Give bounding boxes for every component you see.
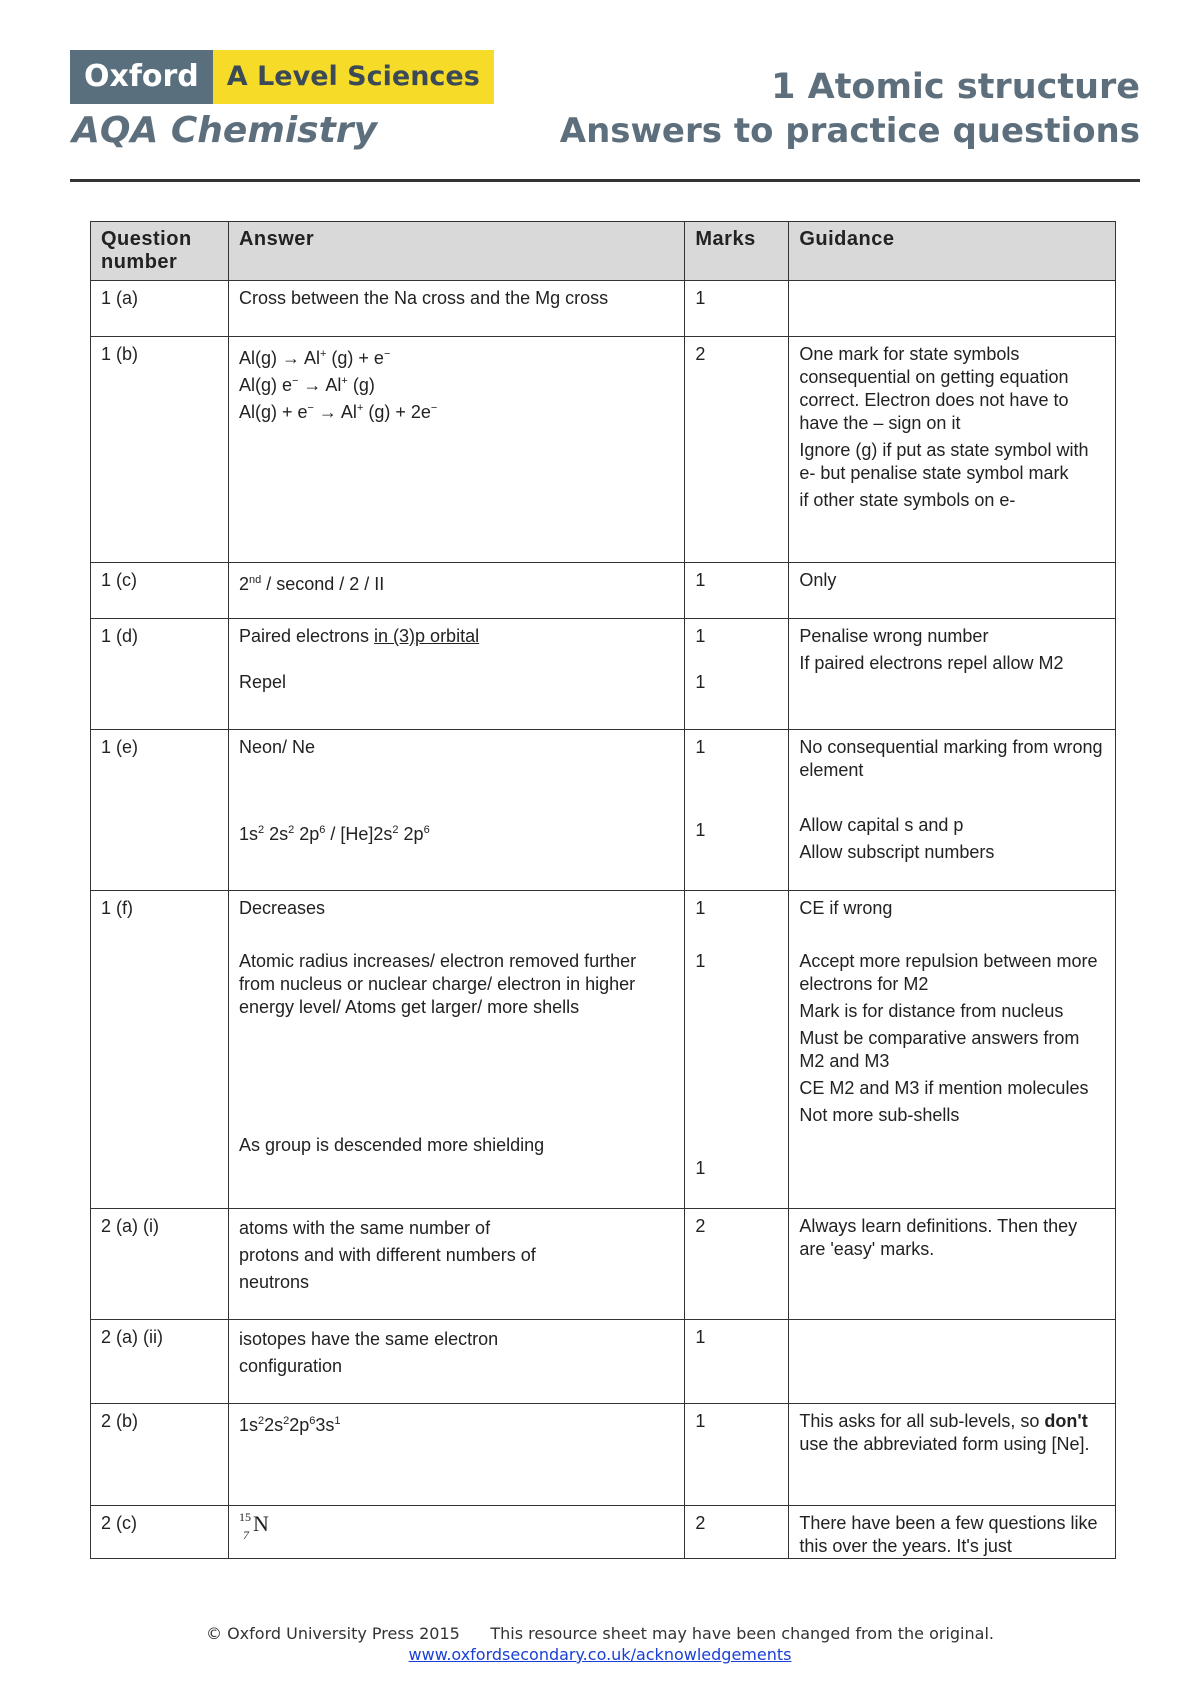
marks-cell: 1 <box>685 1320 789 1404</box>
guidance-line: If paired electrons repel allow M2 <box>799 653 1064 673</box>
question-number: 1 (a) <box>91 281 229 337</box>
guidance-text: This asks for all sub-levels, so <box>799 1411 1045 1431</box>
guidance-cell <box>789 281 1116 337</box>
mass-number: 15 <box>238 1510 251 1524</box>
answer-line: isotopes have the same electron <box>238 1329 499 1349</box>
answer-line: Repel <box>238 672 286 692</box>
logo-oxford: Oxford <box>70 50 213 104</box>
acknowledgements-link[interactable]: www.oxfordsecondary.co.uk/acknowledgements <box>408 1645 792 1664</box>
answer-line: atoms with the same number of <box>238 1218 491 1238</box>
guidance-cell <box>789 1404 1116 1506</box>
guidance-line: Must be comparative answers from M2 and M3 <box>799 1028 1080 1071</box>
marks-cell: 2 <box>685 1506 789 1559</box>
mark-value: 1 <box>695 737 706 757</box>
answer-cell <box>228 337 684 563</box>
question-number: 1 (c) <box>91 563 229 619</box>
guidance-cell: Always learn definitions. Then they are 'easy' marks. <box>789 1209 1116 1320</box>
guidance-cell <box>789 1320 1116 1404</box>
document-title: Answers to practice questions <box>559 111 1140 151</box>
question-number: 2 (a) (ii) <box>91 1320 229 1404</box>
guidance-line: No consequential marking from wrong element <box>799 737 1103 780</box>
guidance-line: Allow subscript numbers <box>799 842 995 862</box>
atomic-number: 7 <box>242 1528 249 1542</box>
mark-value: 1 <box>695 672 706 692</box>
answer-line: neutrons <box>238 1272 310 1292</box>
mark-value: 1 <box>695 626 706 646</box>
page-footer <box>0 1624 1200 1664</box>
question-number: 2 (a) (i) <box>91 1209 229 1320</box>
table-row <box>91 891 1116 1209</box>
answer-cell: 2nd / second / 2 / II <box>228 563 684 619</box>
header-marks: Marks <box>685 222 789 281</box>
nuclide-symbol <box>238 1510 269 1542</box>
guidance-line: Allow capital s and p <box>799 815 964 835</box>
answer-line: Al(g) + e− → Al+ (g) + 2e− <box>238 402 438 422</box>
guidance-line: Mark is for distance from nucleus <box>799 1001 1064 1021</box>
question-number: 1 (b) <box>91 337 229 563</box>
answer-cell <box>228 1209 684 1320</box>
guidance-line: Penalise wrong number <box>799 626 989 646</box>
table-row <box>91 563 1116 619</box>
header-answer: Answer <box>228 222 684 281</box>
answer-line: Paired electrons in (3)p orbital <box>238 626 480 646</box>
guidance-line: Ignore (g) if put as state symbol with e- but penalise state symbol mark <box>799 440 1089 483</box>
table-row <box>91 1404 1116 1506</box>
chapter-title: 1 Atomic structure <box>771 67 1140 107</box>
question-number: 1 (f) <box>91 891 229 1209</box>
mark-value: 1 <box>695 820 706 840</box>
answer-line: configuration <box>238 1356 343 1376</box>
answer-cell: $1s^22s^22p^63s^1$ <box>228 1404 684 1506</box>
guidance-line: CE if wrong <box>799 898 893 918</box>
table-row <box>91 1506 1116 1559</box>
guidance-line: One mark for state symbols consequential on getting equation correct. Electron does not have to have the – sign on it <box>799 344 1069 433</box>
guidance-cell: There have been a few questions like this over the years. It's just <box>789 1506 1116 1559</box>
table-row <box>91 619 1116 730</box>
question-number: 2 (c) <box>91 1506 229 1559</box>
marks-cell: 1 <box>685 1404 789 1506</box>
guidance-line: Accept more repulsion between more electrons for M2 <box>799 951 1098 994</box>
answer-line: Atomic radius increases/ electron removed further from nucleus or nuclear charge/ electron in higher energy level/ Atoms get larger/ more shells <box>238 951 637 1017</box>
notice-text: This resource sheet may have been changed from the original. <box>490 1624 994 1643</box>
table-header-row <box>91 222 1116 281</box>
question-number: 1 (d) <box>91 619 229 730</box>
guidance-line: if other state symbols on e- <box>799 490 1016 510</box>
marks-cell: 1 <box>685 281 789 337</box>
answer-line: Decreases <box>238 898 325 918</box>
table-row <box>91 337 1116 563</box>
marks-cell <box>685 619 789 730</box>
answer-line: protons and with different numbers of <box>238 1245 536 1265</box>
answer-line: As group is descended more shielding <box>238 1135 545 1155</box>
answer-cell <box>228 1506 684 1559</box>
table-row <box>91 1320 1116 1404</box>
table-row <box>91 1209 1116 1320</box>
copyright-text: © Oxford University Press 2015 <box>206 1624 460 1643</box>
table-row <box>91 730 1116 891</box>
header-guidance: Guidance <box>789 222 1116 281</box>
subject-title: AQA Chemistry <box>72 110 378 151</box>
guidance-emphasis: don't <box>1044 1411 1088 1431</box>
question-number: 1 (e) <box>91 730 229 891</box>
publisher-logo <box>70 50 494 104</box>
guidance-cell <box>789 891 1116 1209</box>
marks-cell <box>685 730 789 891</box>
logo-series: A Level Sciences <box>213 50 494 104</box>
table-row <box>91 281 1116 337</box>
answer-cell: Cross between the Na cross and the Mg cross <box>228 281 684 337</box>
answer-line: Al(g) → Al+ (g) + e− <box>238 348 391 368</box>
answer-line: $1s^2$ $2s^2$ $2p^6 / [He]2s^2$ $2p^6$ <box>238 824 430 844</box>
document-heading <box>560 66 1140 154</box>
mark-value: 1 <box>695 951 706 971</box>
answer-cell <box>228 619 684 730</box>
marks-cell: 1 <box>685 563 789 619</box>
answer-cell <box>228 1320 684 1404</box>
guidance-line: Not more sub-shells <box>799 1105 960 1125</box>
guidance-text: use the abbreviated form using [Ne]. <box>799 1434 1090 1454</box>
header-question-number: Question number <box>91 222 229 281</box>
mark-value: 1 <box>695 1158 706 1178</box>
guidance-cell <box>789 619 1116 730</box>
guidance-cell: Only <box>789 563 1116 619</box>
answer-cell <box>228 730 684 891</box>
guidance-cell <box>789 730 1116 891</box>
marks-cell: 2 <box>685 1209 789 1320</box>
guidance-cell <box>789 337 1116 563</box>
marks-cell: 2 <box>685 337 789 563</box>
marks-cell <box>685 891 789 1209</box>
header-divider <box>70 179 1140 182</box>
answer-line: Neon/ Ne <box>238 737 315 757</box>
answer-line: Al(g) e− → Al+ (g) <box>238 375 375 395</box>
guidance-line: CE M2 and M3 if mention molecules <box>799 1078 1089 1098</box>
answers-table <box>90 221 1116 1559</box>
element-symbol: N <box>252 1511 269 1536</box>
answer-cell <box>228 891 684 1209</box>
mark-value: 1 <box>695 898 706 918</box>
question-number: 2 (b) <box>91 1404 229 1506</box>
